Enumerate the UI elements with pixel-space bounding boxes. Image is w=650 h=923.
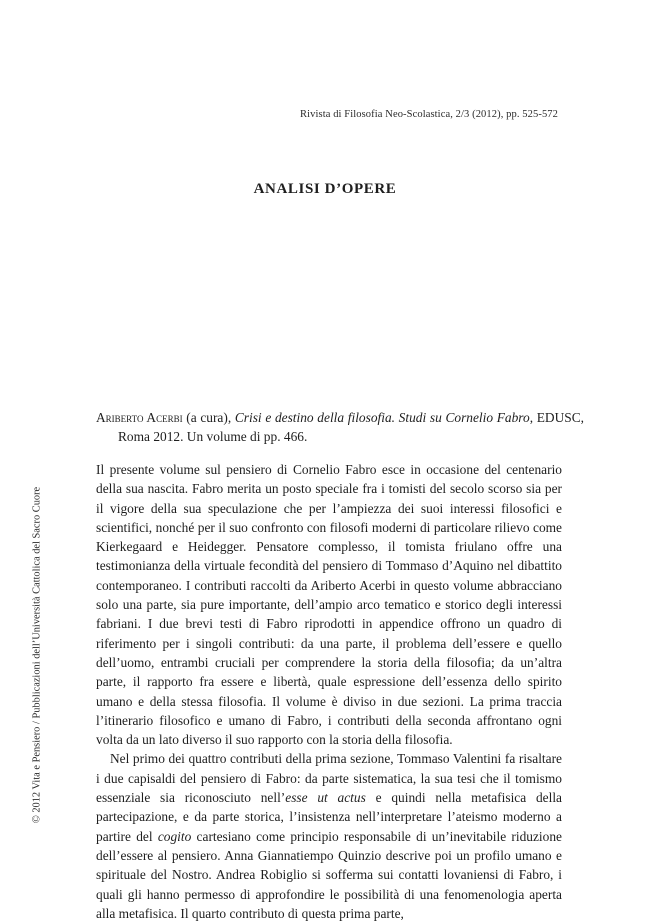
paragraph-2-italic-2: cogito (157, 828, 192, 844)
section-title: ANALISI D’OPERE (253, 181, 397, 197)
paragraph-1: Il presente volume sul pensiero di Cornelio Fabro esce in occasione del centenario della sua nascita. Fabro merita un posto speciale fra i tomisti del secolo scorso sia per il vigore della sua speculazione che per l’ampiezza dei suoi interessi filosofici e scientifici, nonché per il suo confronto con filosofi moderni di particolare rilievo come Kierkegaard e Heidegger. Pensatore complesso, il tomista friulano offre una testimonianza della virtuale fecondità del pensiero di Tommaso d’Aquino nel dibattito contemporaneo. I contributi raccolti da Ariberto Acerbi in questo volume abbracciano solo una parte, sia pure importante, dell’ampio arco tematico e storico degli interessi fabriani. I due brevi testi di Fabro riprodotti in appendice offrono un quadro di riferimento per i singoli contributi: da una parte, il problema dell’essere e quello dell’uomo, entrambi cruciali per comprendere la storia della filosofia; da un’altra parte, il rapporto fra essere e libertà, quale espressione dell’essenza dello spirito umano e della stessa filosofia. Il volume è diviso in due sezioni. La prima traccia l’itinerario filosofico e umano di Fabro, i contributi della seconda affrontano ogni volta da un lato diverso il suo rapporto con la storia della filosofia. (96, 462, 562, 748)
copyright-notice: © 2012 Vita e Pensiero / Pubblicazioni dell’Università Cattolica del Sacro Cuore (31, 486, 43, 824)
paragraph-2-part-1: Nel primo dei quattro contributi della prima sezione, Tommaso Valentini fa risaltare i due capisaldi del pensiero di Fabro: da parte sistematica, la sua tesi che il tomismo essenziale sia riconosciuto nell’ (96, 751, 562, 806)
paragraph-2-italic-1: esse ut actus (285, 790, 366, 806)
paragraph-2-part-3: cartesiano come principio responsabile di un’inevitabile riduzione dell’essere al pensiero. Anna Giannatiempo Quinzio descrive poi un profilo umano e spirituale del Nostro. Andrea Robiglio si sofferma sui contatti lovaniensi di Fabro, i quali gli hanno permesso di approfondire le possibilità di una fenomenologia aperta alla metafisica. Il quarto contributo di questa prima parte, (96, 828, 562, 921)
running-head: Rivista di Filosofia Neo-Scolastica, 2/3 (2012), pp. 525-572 (300, 109, 558, 120)
review-body (96, 460, 562, 923)
paragraph-2 (96, 749, 562, 923)
book-citation (96, 408, 584, 446)
citation-editor-note: (a cura), (182, 410, 235, 425)
citation-author: Ariberto Acerbi (96, 410, 183, 425)
citation-publication: , EDUSC, Roma 2012. Un volume di pp. 466. (118, 410, 585, 444)
copyright-sidebar (27, 440, 47, 870)
paragraph-2-part-2: e quindi nella metafisica della partecipazione, e da parte storica, l’insistenza nell’interpretare l’ateismo moderno a partire del (96, 790, 562, 844)
citation-title: Crisi e destino della filosofia. Studi su Cornelio Fabro (234, 410, 530, 425)
